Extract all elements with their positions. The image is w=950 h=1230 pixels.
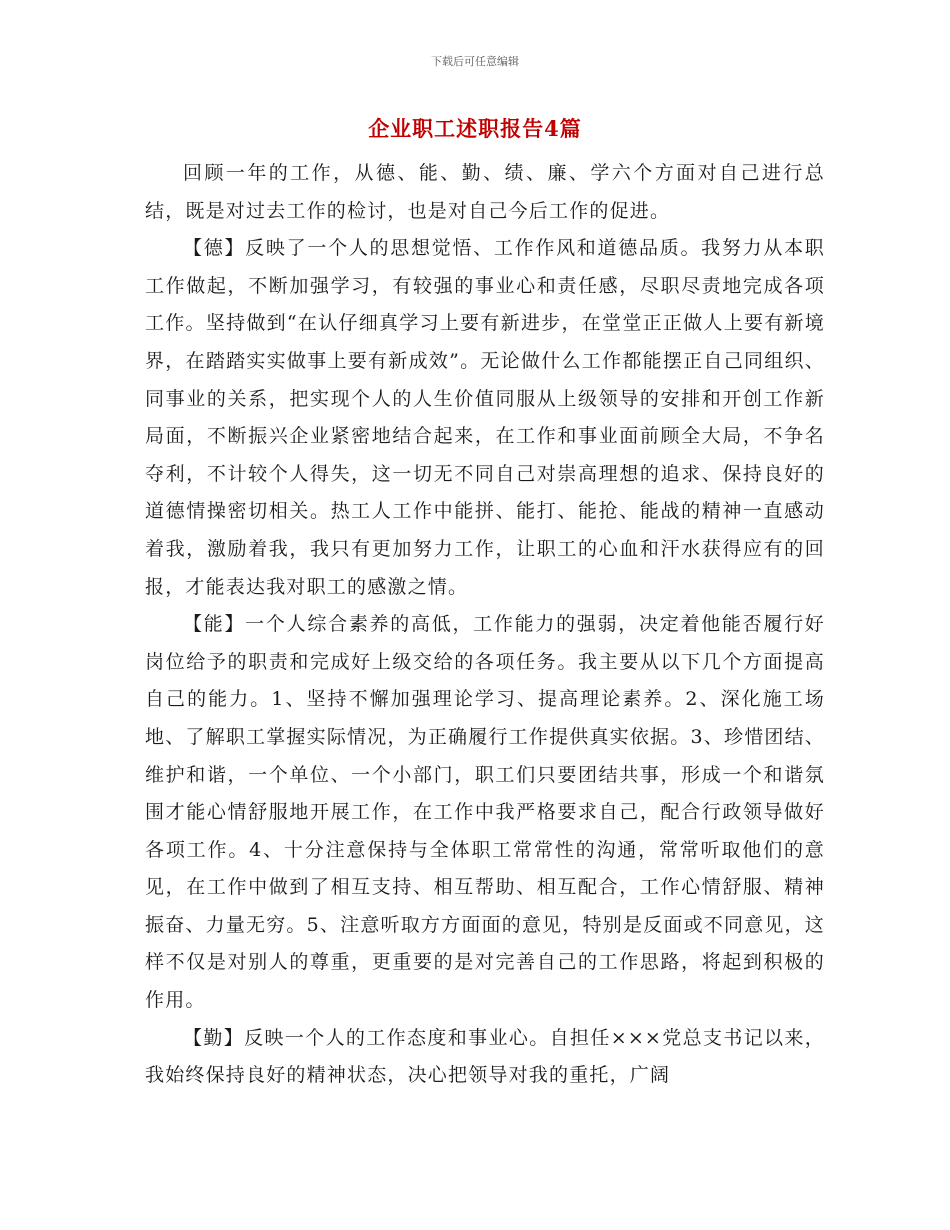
page-header-note: 下载后可任意编辑: [431, 55, 519, 68]
paragraph-qin: 【勤】反映一个人的工作态度和事业心。自担任×××党总支书记以来，我始终保持良好的精神状态，决心把领导对我的重托，广阔: [145, 1026, 825, 1087]
paragraph-neng: 【能】一个人综合素养的高低，工作能力的强弱，决定着他能否履行好岗位给予的职责和完成好上级交给的各项任务。我主要从以下几个方面提高自己的能力。1、坚持不懈加强理论学习、提高理论素养。2、深化施工场地、了解职工掌握实际情况，为正确履行工作提供真实依据。3、珍惜团结、维护和谐，一个单位、一个小部门，职工们只要团结共事，形成一个和谐氛围才能心情舒服地开展工作，在工作中我严格要求自己，配合行政领导做好各项工作。4、十分注意保持与全体职工常常性的沟通，常常听取他们的意见，在工作中做到了相互支持、相互帮助、相互配合，工作心情舒服、精神振奋、力量无穷。5、注意听取方方面面的意见，特别是反面或不同意见，这样不仅是对别人的尊重，更重要的是对完善自己的工作思路，将起到积极的作用。: [145, 613, 825, 1012]
paragraph-de: 【德】反映了一个人的思想觉悟、工作作风和道德品质。我努力从本职工作做起，不断加强学习，有较强的事业心和责任感，尽职尽责地完成各项工作。坚持做到“在认仔细真学习上要有新进步，在堂堂正正做人上要有新境界，在踏踏实实做事上要有新成效”。无论做什么工作都能摆正自己同组织、同事业的关系，把实现个人的人生价值同服从上级领导的安排和开创工作新局面，不断振兴企业紧密地结合起来，在工作和事业面前顾全大局，不争名夺利，不计较个人得失，这一切无不同自己对崇高理想的追求、保持良好的道德情操密切相关。热工人工作中能拼、能打、能抢、能战的精神一直感动着我，激励着我，我只有更加努力工作，让职工的心血和汗水获得应有的回报，才能表达我对职工的感激之情。: [145, 237, 825, 598]
document-body: [145, 155, 825, 1095]
paragraph-intro: 回顾一年的工作，从德、能、勤、绩、廉、学六个方面对自己进行总结，既是对过去工作的检讨，也是对自己今后工作的促进。: [145, 162, 825, 222]
document-title: 企业职工述职报告4篇: [368, 116, 582, 141]
